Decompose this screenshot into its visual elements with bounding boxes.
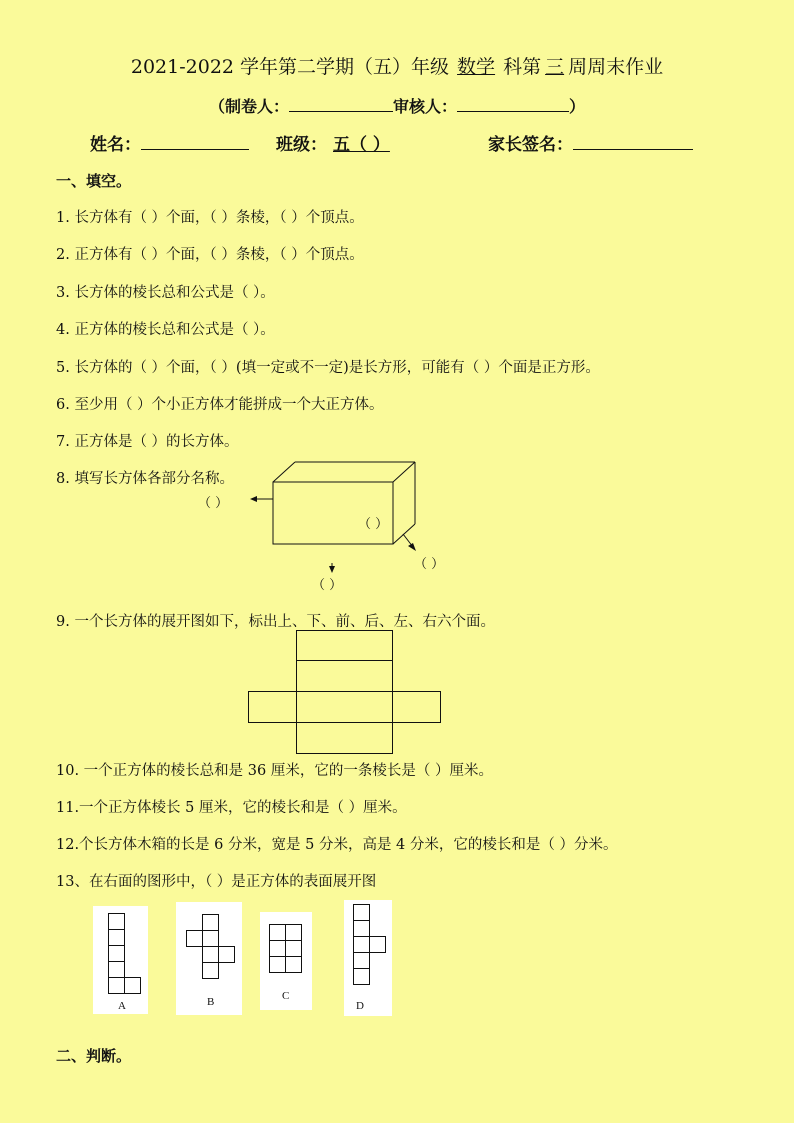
question-13: 13、在右面的图形中，（ ）是正方体的表面展开图 bbox=[56, 874, 377, 890]
box-label-left[interactable]: （ ） bbox=[198, 496, 229, 511]
question-1: 1. 长方体有（ ）个面，（ ）条棱，（ ）个顶点。 bbox=[56, 210, 364, 226]
subject-field: 数学 bbox=[457, 56, 496, 78]
cuboid-figure bbox=[240, 455, 460, 595]
question-3: 3. 长方体的棱长总和公式是（ ）。 bbox=[56, 285, 275, 301]
net-option-a[interactable] bbox=[93, 906, 148, 1014]
class-row: 班级： 五（ ） bbox=[276, 130, 396, 155]
net-face-2[interactable] bbox=[296, 660, 393, 692]
net-option-d[interactable] bbox=[344, 900, 392, 1016]
question-5: 5. 长方体的（ ）个面，（ ）(填一定或不一定)是长方形，可能有（ ）个面是正方形。 bbox=[56, 360, 600, 376]
question-12: 12.个长方体木箱的长是 6 分米，宽是 5 分米，高是 4 分米，它的棱长和是（ ）分米。 bbox=[56, 837, 618, 853]
option-label-b: B bbox=[207, 996, 215, 1008]
net-option-c[interactable] bbox=[260, 912, 312, 1010]
question-9: 9. 一个长方体的展开图如下，标出上、下、前、后、左、右六个面。 bbox=[56, 614, 495, 630]
net-face-1[interactable] bbox=[296, 630, 393, 661]
net-face-6[interactable] bbox=[392, 691, 441, 723]
class-value[interactable]: 五（ ） bbox=[333, 135, 390, 155]
question-4: 4. 正方体的棱长总和公式是（ ）。 bbox=[56, 322, 275, 338]
section-fill-blank: 一、填空。 bbox=[56, 172, 132, 190]
net-face-5[interactable] bbox=[248, 691, 297, 723]
question-7: 7. 正方体是（ ）的长方体。 bbox=[56, 434, 239, 450]
box-label-bottom[interactable]: （ ） bbox=[312, 578, 343, 593]
section-judge: 二、判断。 bbox=[56, 1047, 132, 1065]
author-line: （制卷人： 审核人： ） bbox=[208, 97, 586, 116]
name-row: 姓名： bbox=[90, 130, 249, 155]
net-face-3[interactable] bbox=[296, 691, 393, 723]
question-10: 10. 一个正方体的棱长总和是 36 厘米，它的一条棱长是（ ）厘米。 bbox=[56, 763, 493, 779]
option-label-d: D bbox=[356, 1000, 364, 1012]
page-title: 2021-2022 学年第二学期（五）年级 数学 科第 三 周周末作业 bbox=[130, 56, 664, 78]
reviewer-blank[interactable] bbox=[457, 97, 569, 112]
net-face-4[interactable] bbox=[296, 722, 393, 754]
author-blank[interactable] bbox=[289, 97, 393, 112]
name-blank[interactable] bbox=[141, 135, 249, 150]
option-label-a: A bbox=[118, 1000, 126, 1012]
net-option-b[interactable] bbox=[176, 902, 242, 1015]
question-6: 6. 至少用（ ）个小正方体才能拼成一个大正方体。 bbox=[56, 397, 384, 413]
box-label-edge[interactable]: （ ） bbox=[414, 557, 445, 572]
option-label-c: C bbox=[282, 990, 290, 1002]
week-field: 三 bbox=[545, 56, 565, 78]
question-8: 8. 填写长方体各部分名称。 bbox=[56, 471, 234, 487]
box-label-face[interactable]: （ ） bbox=[358, 517, 389, 532]
parent-blank[interactable] bbox=[573, 135, 693, 150]
question-11: 11.一个正方体棱长 5 厘米，它的棱长和是（ ）厘米。 bbox=[56, 800, 407, 816]
parent-row: 家长签名： bbox=[488, 130, 693, 155]
question-2: 2. 正方体有（ ）个面，（ ）条棱，（ ）个顶点。 bbox=[56, 247, 364, 263]
